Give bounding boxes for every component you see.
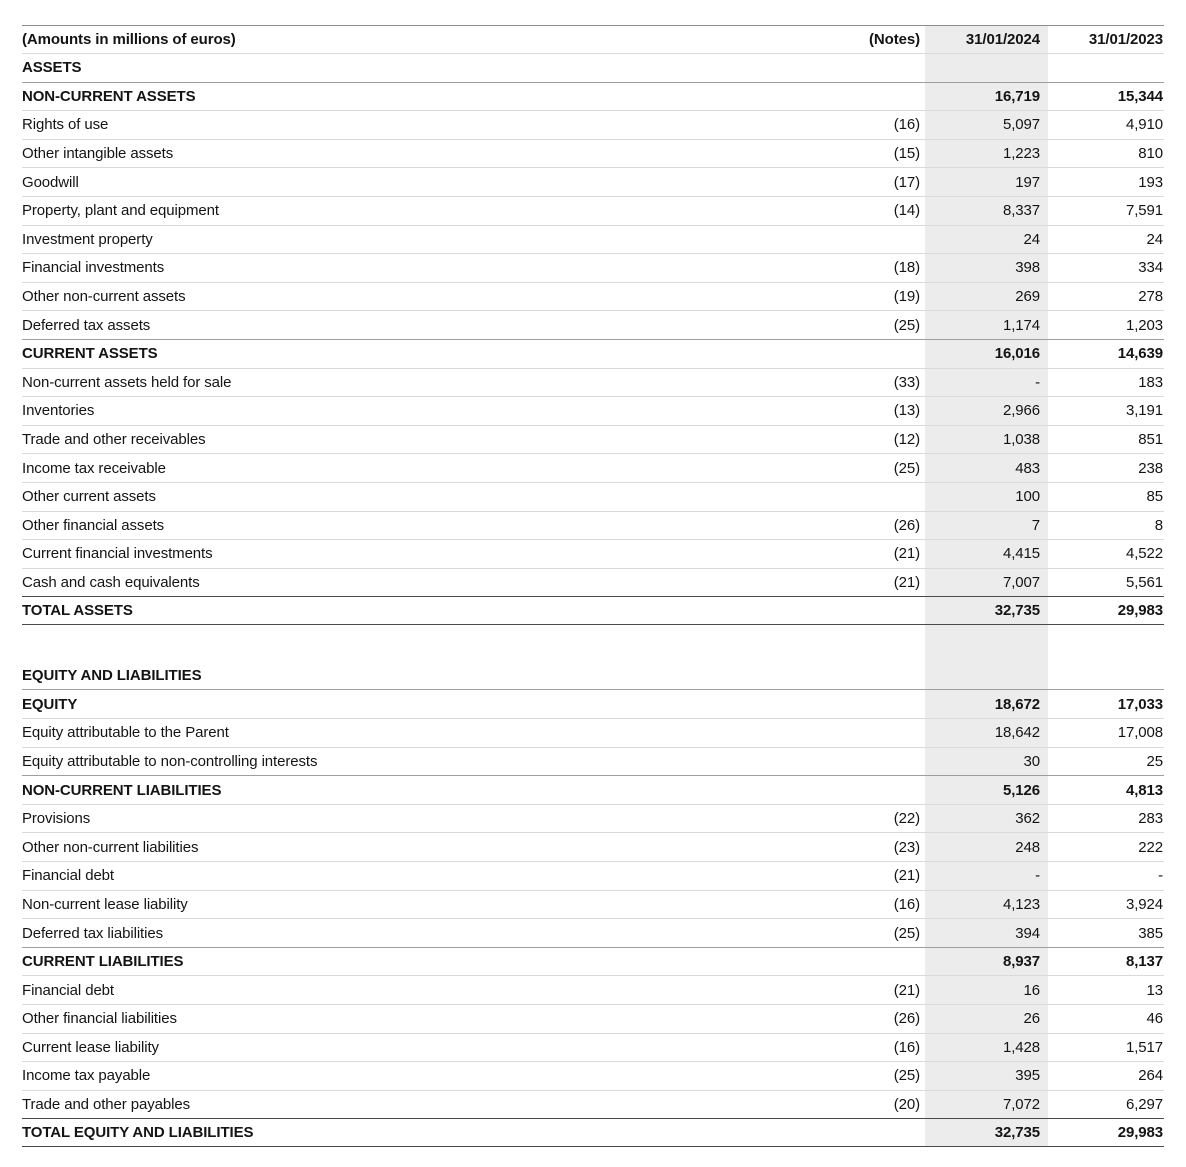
- row-note: (25): [893, 459, 920, 477]
- table-row: [22, 832, 1164, 861]
- row-value-2024: 7: [925, 512, 1048, 540]
- row-value-2024: 395: [925, 1062, 1048, 1090]
- table-row: [22, 804, 1164, 833]
- row-value-2024: 362: [925, 805, 1048, 833]
- row-value-2024: 394: [925, 919, 1048, 947]
- table-row: [22, 167, 1164, 196]
- table-body: [22, 53, 1164, 1147]
- row-label: Non-current lease liability: [22, 895, 188, 913]
- unit-label: (Amounts in millions of euros): [22, 31, 236, 48]
- row-note: [810, 83, 920, 111]
- row-note: (23): [893, 838, 920, 856]
- row-label: Deferred tax assets: [22, 316, 151, 334]
- row-label: Inventories: [22, 402, 95, 420]
- row-value-2024: 30: [925, 748, 1048, 776]
- row-value-2024: [925, 625, 1048, 661]
- row-value-2024: [925, 54, 1048, 82]
- spacer-row: [22, 625, 1164, 661]
- row-note: (13): [893, 402, 920, 420]
- table-row: [22, 975, 1164, 1004]
- row-note: (16): [893, 116, 920, 134]
- table-row: [22, 890, 1164, 919]
- row-value-2024: 2,966: [925, 397, 1048, 425]
- table-row: [22, 661, 1164, 690]
- row-value-2024: 32,735: [925, 597, 1048, 624]
- table-row: [22, 539, 1164, 568]
- row-value-2024: 32,735: [925, 1119, 1048, 1146]
- row-label: Property, plant and equipment: [22, 202, 219, 220]
- row-label: Trade and other payables: [22, 1096, 190, 1114]
- row-value-2024: 26: [925, 1005, 1048, 1033]
- row-value-2023: 17,033: [1117, 695, 1163, 713]
- row-label: NON-CURRENT ASSETS: [22, 87, 196, 105]
- row-value-2023: 3,924: [1125, 895, 1163, 913]
- row-note: [810, 625, 920, 661]
- row-value-2023: 8: [1154, 516, 1163, 534]
- row-value-2024: 16,719: [925, 83, 1048, 111]
- table-row: [22, 1033, 1164, 1062]
- row-value-2024: 483: [925, 454, 1048, 482]
- row-value-2023: 810: [1138, 145, 1163, 163]
- row-value-2024: 1,174: [925, 311, 1048, 339]
- row-label: Goodwill: [22, 173, 79, 191]
- row-value-2023: 29,983: [1117, 1124, 1163, 1142]
- row-note: [810, 719, 920, 747]
- row-note: (16): [893, 1038, 920, 1056]
- row-note: (12): [893, 431, 920, 449]
- row-note: [810, 54, 920, 82]
- row-note: [810, 948, 920, 976]
- row-label: Other financial assets: [22, 516, 165, 534]
- table-row: [22, 196, 1164, 225]
- row-value-2023: 334: [1138, 259, 1163, 277]
- row-value-2024: 100: [925, 483, 1048, 511]
- table-row: [22, 947, 1164, 976]
- table-row: [22, 775, 1164, 804]
- row-value-2024: -: [925, 862, 1048, 890]
- row-label: CURRENT ASSETS: [22, 345, 158, 363]
- row-label: Income tax receivable: [22, 459, 166, 477]
- row-value-2023: 4,813: [1125, 781, 1163, 799]
- table-row: [22, 396, 1164, 425]
- row-note: (15): [893, 145, 920, 163]
- row-value-2023: 1,203: [1125, 316, 1163, 334]
- row-value-2024: 5,097: [925, 111, 1048, 139]
- table-row: [22, 139, 1164, 168]
- row-value-2023: 4,910: [1125, 116, 1163, 134]
- row-note: (18): [893, 259, 920, 277]
- row-label: TOTAL ASSETS: [22, 602, 133, 620]
- row-note: (21): [893, 981, 920, 999]
- row-label: CURRENT LIABILITIES: [22, 953, 184, 971]
- row-label: Cash and cash equivalents: [22, 573, 200, 591]
- table-row: [22, 339, 1164, 368]
- row-label: Non-current assets held for sale: [22, 373, 232, 391]
- table-row: [22, 718, 1164, 747]
- row-value-2023: 385: [1138, 924, 1163, 942]
- row-note: [810, 776, 920, 804]
- row-label: Current lease liability: [22, 1038, 159, 1056]
- table-row: [22, 253, 1164, 282]
- row-label: [22, 625, 810, 661]
- row-value-2024: 398: [925, 254, 1048, 282]
- row-note: [810, 226, 920, 254]
- table-row: [22, 861, 1164, 890]
- row-value-2023: 851: [1138, 431, 1163, 449]
- table-row: [22, 53, 1164, 82]
- row-note: [810, 340, 920, 368]
- row-note: [810, 1119, 920, 1146]
- date-column-header-2023: 31/01/2023: [1088, 31, 1163, 48]
- row-value-2024: 8,937: [925, 948, 1048, 976]
- row-note: [810, 483, 920, 511]
- table-row: [22, 225, 1164, 254]
- row-label: Equity attributable to the Parent: [22, 724, 229, 742]
- notes-column-header: (Notes): [869, 31, 920, 48]
- row-value-2024: 18,642: [925, 719, 1048, 747]
- row-note: (25): [893, 924, 920, 942]
- row-label: Other intangible assets: [22, 145, 174, 163]
- row-value-2023: [1048, 661, 1164, 690]
- row-value-2024: 7,007: [925, 569, 1048, 597]
- row-value-2024: 7,072: [925, 1091, 1048, 1119]
- row-note: (21): [893, 573, 920, 591]
- table-row: [22, 310, 1164, 339]
- row-note: [810, 597, 920, 624]
- row-value-2023: [1048, 54, 1164, 82]
- table-row: [22, 596, 1164, 625]
- table-row: [22, 1004, 1164, 1033]
- row-value-2024: 1,428: [925, 1034, 1048, 1062]
- row-label: Deferred tax liabilities: [22, 924, 163, 942]
- row-value-2024: 8,337: [925, 197, 1048, 225]
- row-value-2023: 4,522: [1125, 545, 1163, 563]
- row-value-2023: 283: [1138, 810, 1163, 828]
- table-row: [22, 747, 1164, 776]
- row-value-2024: 4,123: [925, 891, 1048, 919]
- row-value-2023: 85: [1146, 488, 1163, 506]
- table-row: [22, 689, 1164, 718]
- row-label: Investment property: [22, 230, 153, 248]
- row-label: Income tax payable: [22, 1067, 151, 1085]
- row-value-2023: 238: [1138, 459, 1163, 477]
- table-row: [22, 482, 1164, 511]
- row-note: (33): [893, 373, 920, 391]
- row-label: Provisions: [22, 810, 91, 828]
- row-note: (22): [893, 810, 920, 828]
- row-label: ASSETS: [22, 59, 82, 77]
- row-label: Financial debt: [22, 981, 114, 999]
- row-value-2023: 5,561: [1125, 573, 1163, 591]
- row-label: Other financial liabilities: [22, 1010, 177, 1028]
- row-value-2023: -: [1158, 867, 1163, 885]
- row-label: Financial investments: [22, 259, 165, 277]
- row-value-2023: 25: [1146, 752, 1163, 770]
- row-value-2024: 269: [925, 283, 1048, 311]
- table-row: [22, 425, 1164, 454]
- row-label: TOTAL EQUITY AND LIABILITIES: [22, 1124, 254, 1142]
- row-value-2024: [925, 661, 1048, 690]
- row-label: Other non-current assets: [22, 288, 186, 306]
- row-note: [810, 661, 920, 690]
- table-row: [22, 568, 1164, 597]
- row-value-2023: 264: [1138, 1067, 1163, 1085]
- row-value-2023: [1048, 625, 1164, 661]
- row-note: (16): [893, 895, 920, 913]
- row-value-2024: 4,415: [925, 540, 1048, 568]
- row-value-2024: 18,672: [925, 690, 1048, 718]
- date-column-header-2024: 31/01/2024: [925, 26, 1048, 53]
- row-value-2023: 183: [1138, 373, 1163, 391]
- row-note: (21): [893, 545, 920, 563]
- row-label: Trade and other receivables: [22, 431, 206, 449]
- row-value-2024: -: [925, 369, 1048, 397]
- row-value-2023: 14,639: [1117, 345, 1163, 363]
- balance-sheet-table: [22, 25, 1164, 1147]
- row-value-2023: 1,517: [1125, 1038, 1163, 1056]
- table-row: [22, 453, 1164, 482]
- row-value-2023: 193: [1138, 173, 1163, 191]
- row-note: (19): [893, 288, 920, 306]
- row-note: (21): [893, 867, 920, 885]
- row-value-2023: 15,344: [1117, 87, 1163, 105]
- table-header-row: [22, 25, 1164, 53]
- row-value-2023: 7,591: [1125, 202, 1163, 220]
- table-row: [22, 82, 1164, 111]
- row-note: (14): [893, 202, 920, 220]
- row-value-2023: 46: [1146, 1010, 1163, 1028]
- row-value-2023: 13: [1146, 981, 1163, 999]
- row-note: (26): [893, 516, 920, 534]
- row-label: Financial debt: [22, 867, 114, 885]
- row-value-2023: 222: [1138, 838, 1163, 856]
- row-note: (20): [893, 1096, 920, 1114]
- row-value-2023: 278: [1138, 288, 1163, 306]
- row-note: (26): [893, 1010, 920, 1028]
- row-label: Rights of use: [22, 116, 109, 134]
- row-label: Other current assets: [22, 488, 156, 506]
- row-note: (25): [893, 316, 920, 334]
- row-label: Equity attributable to non-controlling interests: [22, 752, 318, 770]
- table-row: [22, 918, 1164, 947]
- row-note: [810, 748, 920, 776]
- row-label: EQUITY: [22, 695, 78, 713]
- row-label: NON-CURRENT LIABILITIES: [22, 781, 222, 799]
- row-value-2023: 3,191: [1125, 402, 1163, 420]
- row-value-2024: 5,126: [925, 776, 1048, 804]
- row-value-2023: 8,137: [1125, 953, 1163, 971]
- table-row: [22, 282, 1164, 311]
- table-row: [22, 511, 1164, 540]
- row-label: Other non-current liabilities: [22, 838, 199, 856]
- row-note: [810, 690, 920, 718]
- row-label: EQUITY AND LIABILITIES: [22, 666, 202, 684]
- row-note: (25): [893, 1067, 920, 1085]
- row-value-2024: 1,223: [925, 140, 1048, 168]
- row-value-2023: 6,297: [1125, 1096, 1163, 1114]
- row-value-2024: 16: [925, 976, 1048, 1004]
- row-value-2023: 17,008: [1117, 724, 1163, 742]
- row-value-2024: 1,038: [925, 426, 1048, 454]
- row-value-2024: 197: [925, 168, 1048, 196]
- table-row: [22, 110, 1164, 139]
- row-value-2024: 24: [925, 226, 1048, 254]
- row-label: Current financial investments: [22, 545, 213, 563]
- table-row: [22, 1061, 1164, 1090]
- row-value-2023: 24: [1146, 230, 1163, 248]
- table-row: [22, 1118, 1164, 1147]
- row-value-2023: 29,983: [1117, 602, 1163, 620]
- row-value-2024: 16,016: [925, 340, 1048, 368]
- table-row: [22, 1090, 1164, 1119]
- table-row: [22, 368, 1164, 397]
- row-note: (17): [893, 173, 920, 191]
- row-value-2024: 248: [925, 833, 1048, 861]
